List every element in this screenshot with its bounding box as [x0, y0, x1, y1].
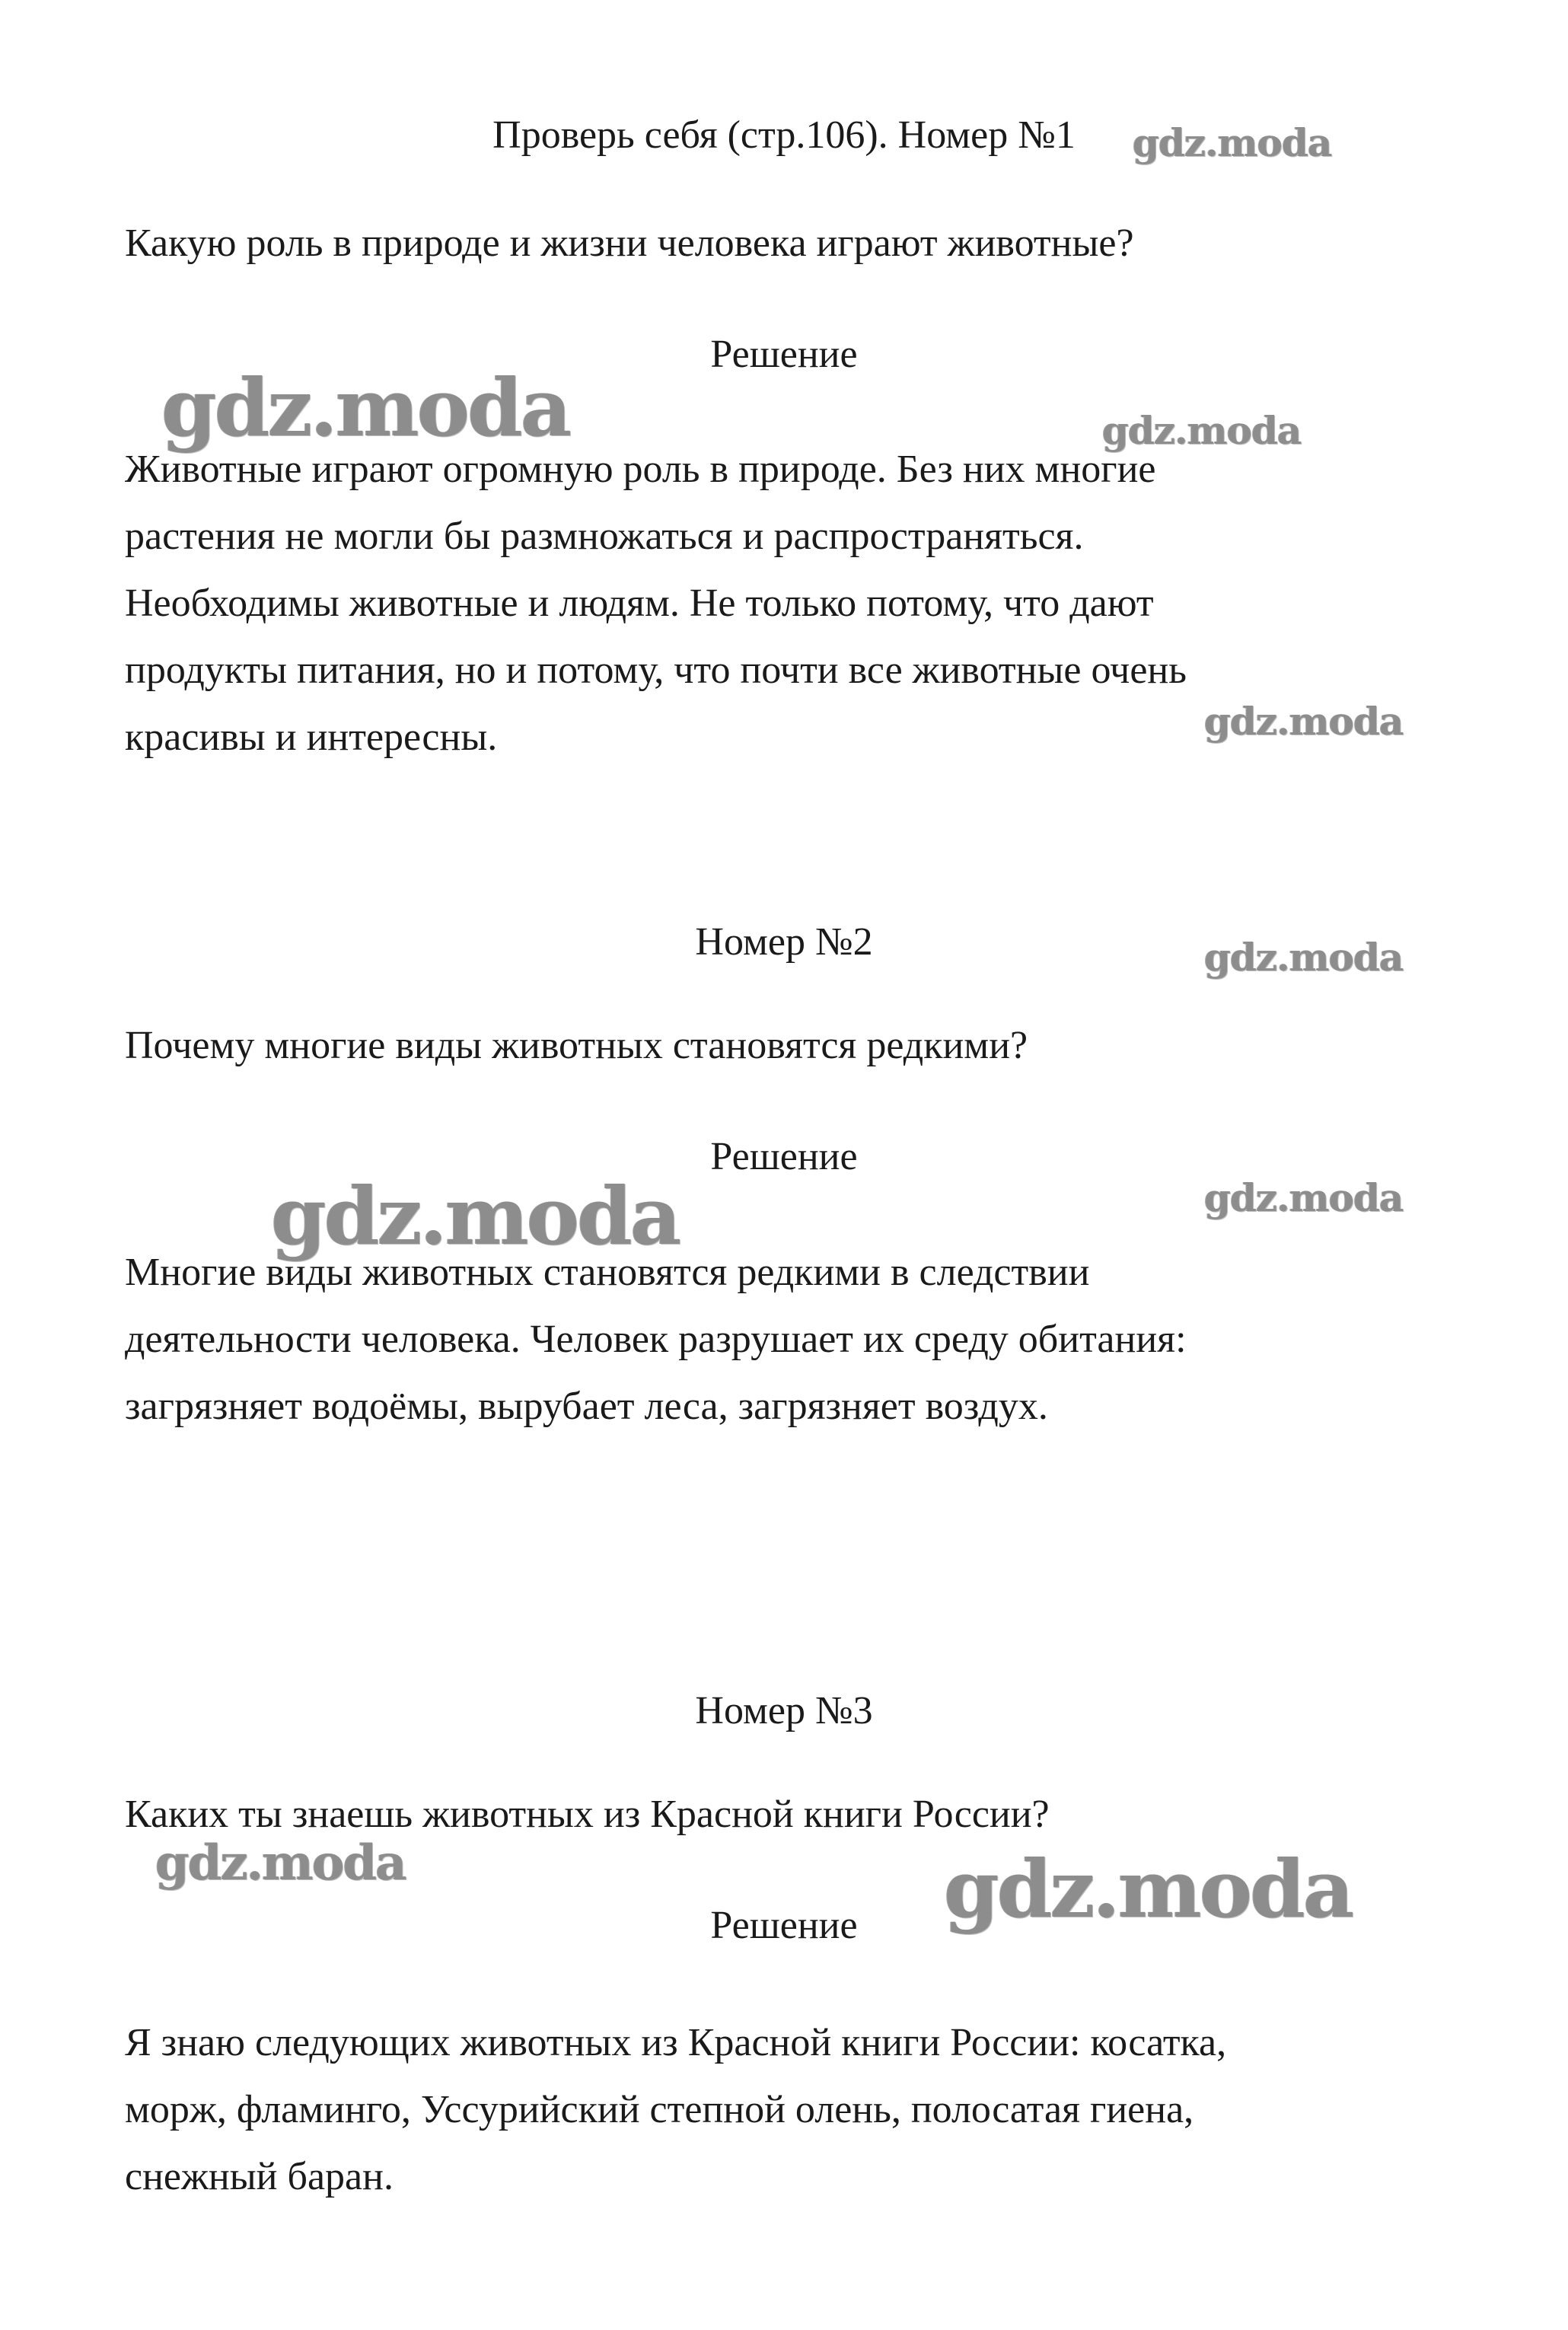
answer-1 [125, 436, 1464, 771]
number-label-2: Номер №2 [695, 920, 873, 964]
answer-3-line: морж, фламинго, Уссурийский степной олень, полосатая гиена, [125, 2088, 1194, 2131]
watermark: gdz.moda [944, 1842, 1353, 1936]
number-label-3: Номер №3 [695, 1689, 873, 1732]
answer-1-line: Необходимы животные и людям. Не только потому, что дают [125, 582, 1154, 625]
answer-3 [125, 2010, 1464, 2210]
solution-label-2: Решение [710, 1135, 858, 1178]
answer-1-line: продукты питания, но и потому, что почти все животные очень [125, 649, 1187, 692]
watermark: gdz.moda [161, 361, 570, 454]
answer-2-line: загрязняет водоёмы, вырубает леса, загрязняет воздух. [125, 1385, 1048, 1428]
watermark: gdz.moda [1133, 120, 1332, 165]
watermark: gdz.moda [1204, 1175, 1404, 1220]
watermark: gdz.moda [271, 1169, 680, 1263]
watermark: gdz.moda [1204, 935, 1404, 980]
answer-1-line: растения не могли бы размножаться и распространяться. [125, 515, 1084, 558]
answer-3-line: Я знаю следующих животных из Красной книги России: косатка, [125, 2021, 1227, 2064]
answer-1-line: Животные играют огромную роль в природе. Без них многие [125, 448, 1156, 491]
question-1: Какую роль в природе и жизни человека играют животные? [125, 222, 1134, 265]
answer-1-line: красивы и интересны. [125, 716, 498, 759]
question-2: Почему многие виды животных становятся редкими? [125, 1024, 1028, 1067]
page-title: Проверь себя (стр.106). Номер №1 [492, 113, 1076, 157]
solution-label-3: Решение [710, 1904, 858, 1947]
watermark: gdz.moda [1204, 699, 1404, 744]
answer-3-line: снежный баран. [125, 2155, 394, 2198]
question-3: Каких ты знаешь животных из Красной книги России? [125, 1793, 1050, 1836]
answer-2 [125, 1239, 1464, 1440]
watermark: gdz.moda [1102, 408, 1302, 453]
watermark: gdz.moda [155, 1834, 406, 1892]
solution-label-1: Решение [710, 333, 858, 376]
answer-2-line: деятельности человека. Человек разрушает их среду обитания: [125, 1318, 1187, 1361]
answer-2-line: Многие виды животных становятся редкими в следствии [125, 1251, 1090, 1294]
